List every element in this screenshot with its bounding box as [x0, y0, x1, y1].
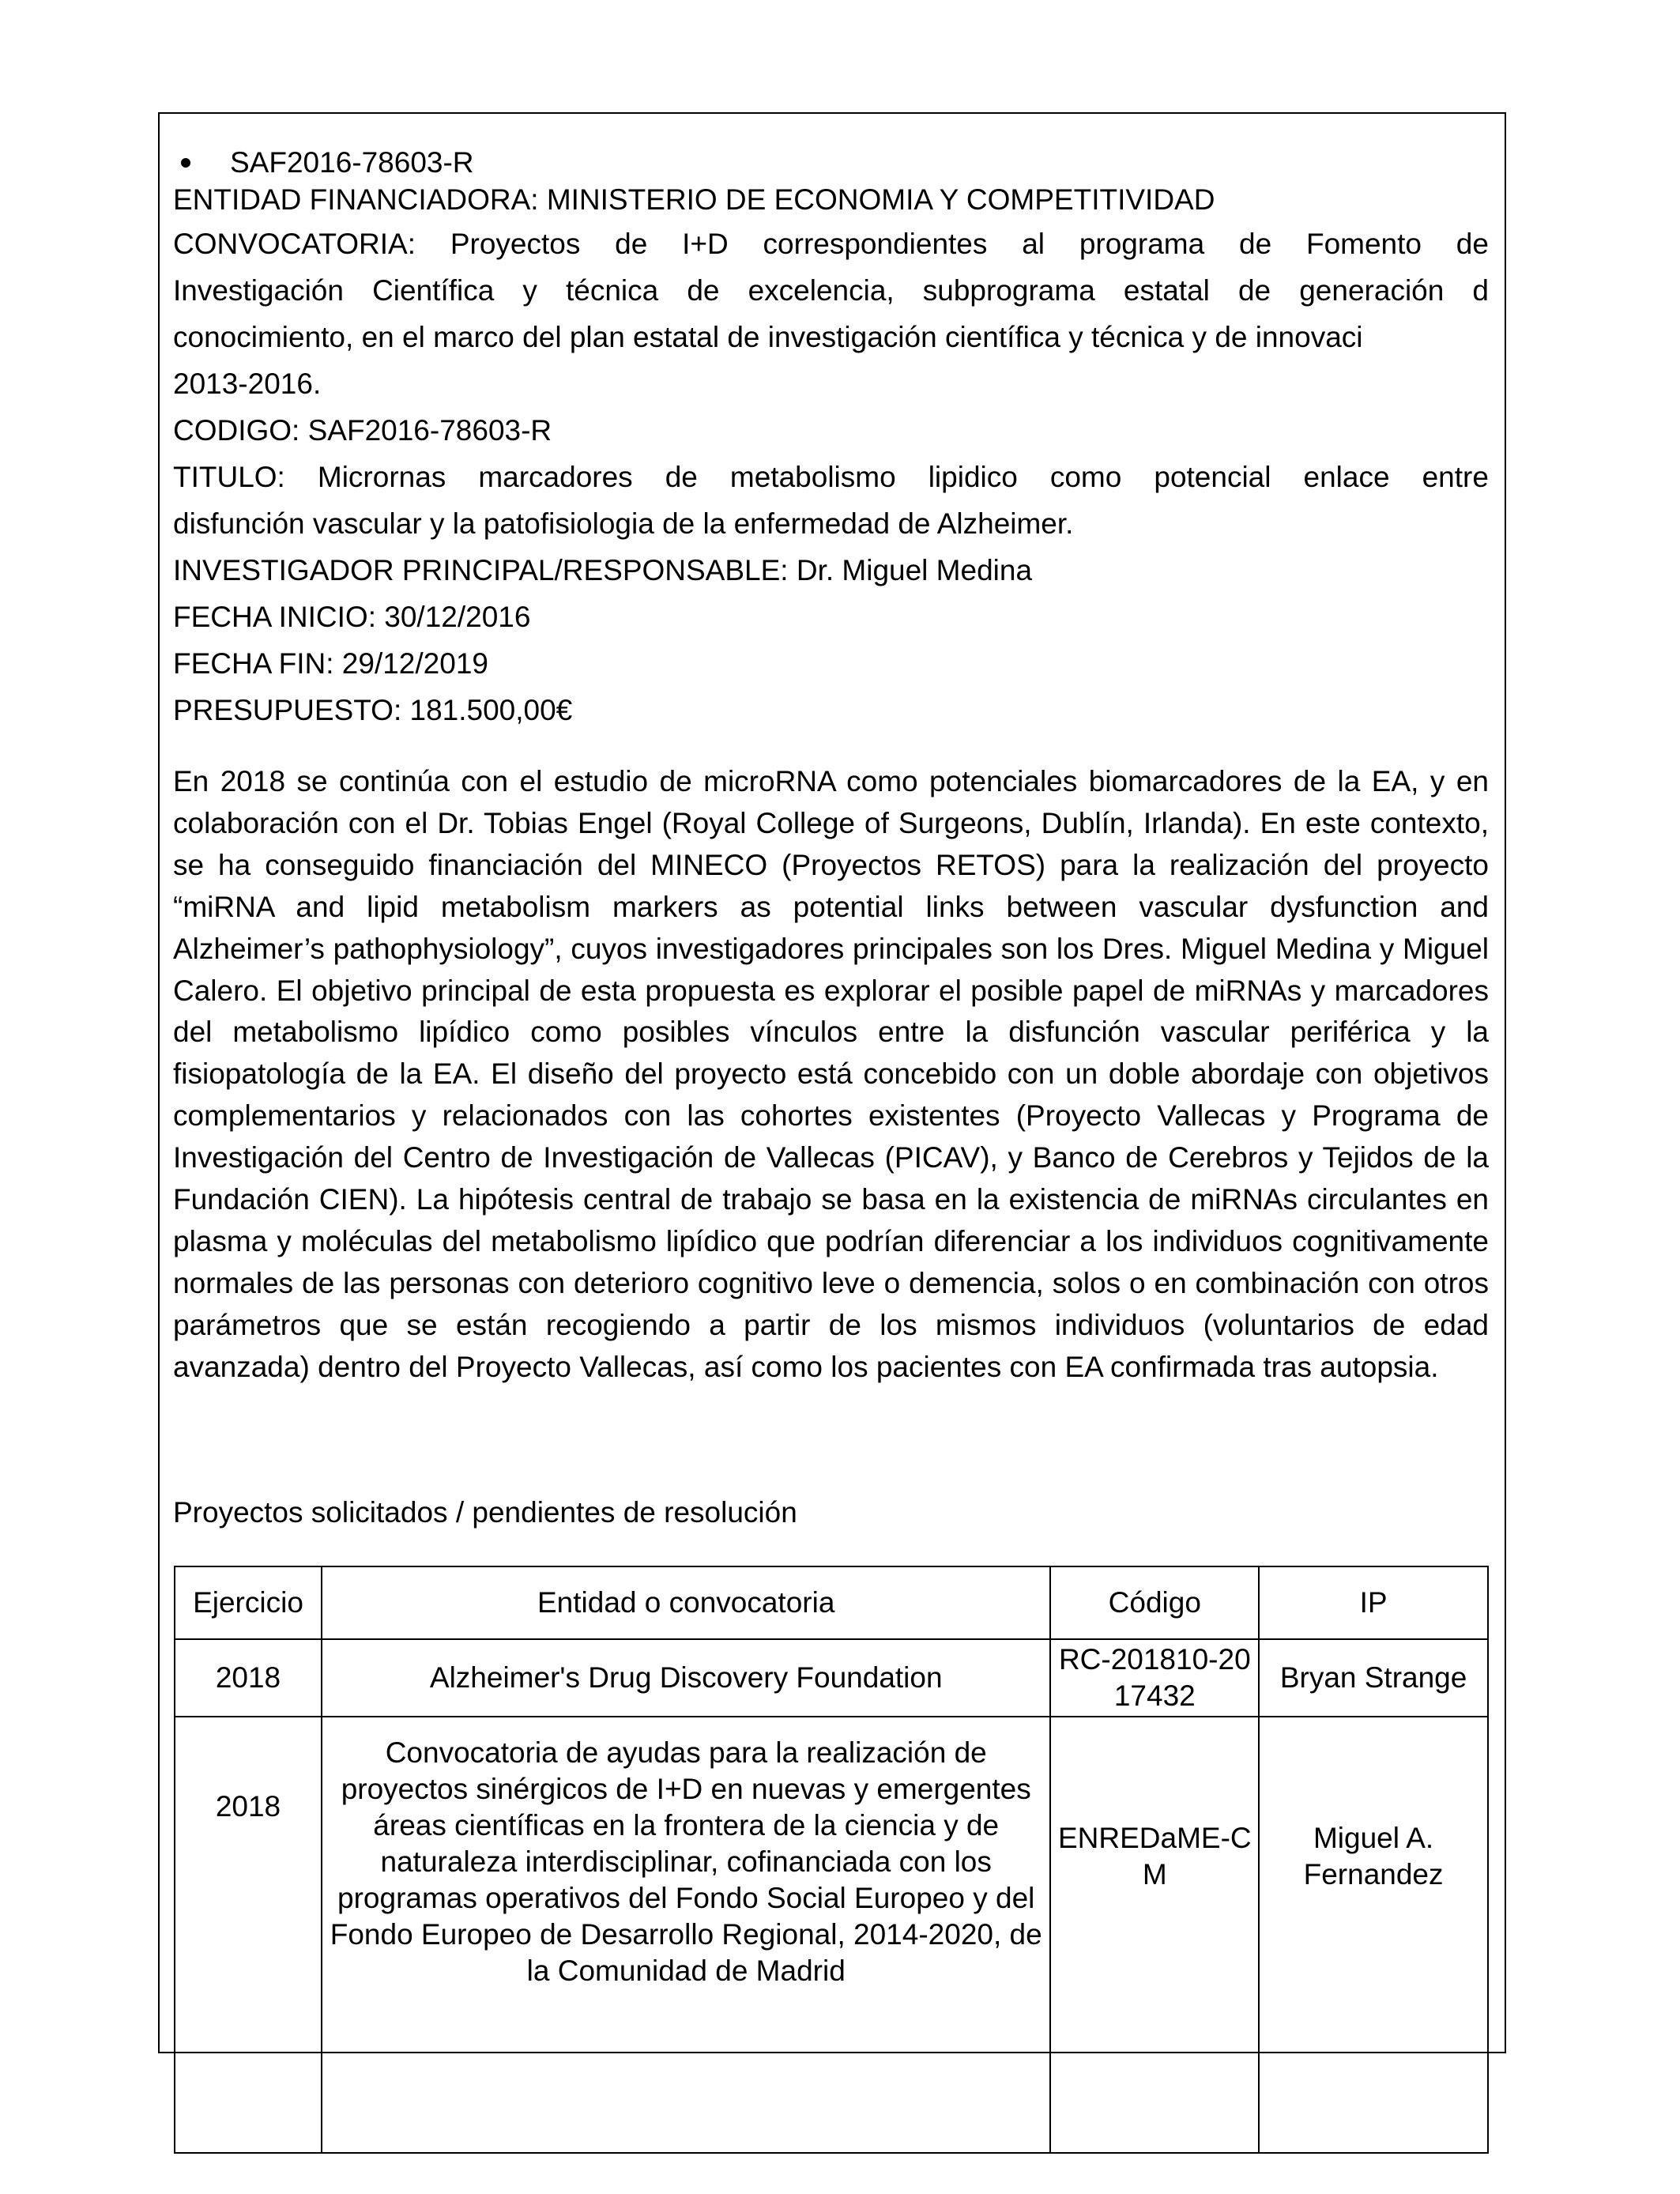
table-row: [175, 1717, 1488, 2153]
entidad-line: ENTIDAD FINANCIADORA: MINISTERIO DE ECONOMIA Y COMPETITIVIDAD: [173, 183, 1215, 216]
project-description: En 2018 se continúa con el estudio de microRNA como potenciales biomarcadores de la EA, y en colaboración con el Dr. Tobias Engel (Royal College of Surgeons, Dublín, Irlanda). En este contexto, se ha conseguido financiación del MINECO (Proyectos RETOS) para la realización del proyecto “miRNA and lipid metabolism markers as potential links between vascular dysfunction and Alzheimer’s pathophysiology”, cuyos investigadores principales son los Dres. Miguel Medina y Miguel Calero. El objetivo principal de esta propuesta es explorar el posible papel de miRNAs y marcadores del metabolismo lipídico como posibles vínculos entre la disfunción vascular periférica y la fisiopatología de la EA. El diseño del proyecto está concebido con un doble abordaje con objetivos complementarios y relacionados con las cohortes existentes (Proyecto Vallecas y Programa de Investigación del Centro de Investigación de Vallecas (PICAV), y Banco de Cerebros y Tejidos de la Fundación CIEN). La hipótesis central de trabajo se basa en la existencia de miRNAs circulantes en plasma y moléculas del metabolismo lipídico que podrían diferenciar a los individuos cognitivamente normales de las personas con deterioro cognitivo leve o demencia, solos o en combinación con otros parámetros que se están recogiendo a partir de los mismos individuos (voluntarios de edad avanzada) dentro del Proyecto Vallecas, así como los pacientes con EA confirmada tras autopsia.: [173, 765, 1489, 1383]
codigo-line: CODIGO: SAF2016-78603-R: [173, 414, 552, 447]
word: excelencia,: [748, 274, 895, 307]
word: TITULO:: [173, 461, 285, 493]
word: potencial: [1154, 461, 1271, 493]
pending-projects-table: [174, 1566, 1489, 2154]
word: de: [615, 228, 648, 260]
header-codigo: Código: [1050, 1566, 1259, 1639]
presupuesto-line: PRESUPUESTO: 181.500,00€: [173, 694, 573, 726]
word: I+D: [682, 228, 729, 260]
cell-ejercicio: 2018: [175, 1717, 322, 2153]
word: CONVOCATORIA:: [173, 228, 416, 260]
pending-heading: Proyectos solicitados / pendientes de resolución: [173, 1496, 797, 1529]
word: y: [522, 274, 537, 307]
word: de: [1237, 274, 1271, 307]
fecha-inicio-line: FECHA INICIO: 30/12/2016: [173, 601, 531, 633]
table-row: [175, 1639, 1488, 1717]
header-ejercicio: Ejercicio: [175, 1566, 322, 1639]
cell-codigo: RC-201810-2017432: [1050, 1639, 1259, 1717]
word: metabolismo: [729, 461, 896, 493]
titulo-line-1: [173, 454, 1489, 500]
convocatoria-line-4: 2013-2016.: [173, 368, 322, 400]
cell-ip: Bryan Strange: [1259, 1639, 1488, 1717]
word: estatal: [1123, 274, 1210, 307]
word: de: [687, 274, 720, 307]
cell-codigo: ENREDaME-CM: [1050, 1717, 1259, 2153]
header-entidad: Entidad o convocatoria: [322, 1566, 1050, 1639]
convocatoria-line-2: [173, 267, 1489, 314]
word: programa: [1079, 228, 1205, 260]
word: como: [1049, 461, 1122, 493]
titulo-line-2: disfunción vascular y la patofisiologia de la enfermedad de Alzheimer.: [173, 507, 1074, 540]
word: d: [1472, 274, 1489, 307]
cell-entidad: Convocatoria de ayudas para la realización de proyectos sinérgicos de I+D en nuevas y emergentes áreas científicas en la frontera de la ciencia y de naturaleza interdisciplinar, cofinanciada con los programas operativos del Fondo Social Europeo y del Fondo Europeo de Desarrollo Regional, 2014-2020, de la Comunidad de Madrid: [322, 1717, 1050, 2153]
bullet-code: SAF2016-78603-R: [230, 146, 474, 179]
word: Fomento: [1305, 228, 1422, 260]
word: Micrornas: [317, 461, 446, 493]
word: de: [1239, 228, 1272, 260]
cell-ejercicio: 2018: [175, 1639, 322, 1717]
word: subprograma: [922, 274, 1095, 307]
word: Proyectos: [450, 228, 581, 260]
header-ip: IP: [1259, 1566, 1488, 1639]
word: marcadores: [478, 461, 633, 493]
project-code-bullet: [173, 146, 1489, 179]
word: enlace: [1303, 461, 1390, 493]
convocatoria-line-3: conocimiento, en el marco del plan estatal de investigación científica y técnica y de innovaci: [173, 321, 1363, 353]
investigador-line: INVESTIGADOR PRINCIPAL/RESPONSABLE: Dr. Miguel Medina: [173, 554, 1033, 586]
word: Investigación: [173, 274, 344, 307]
convocatoria-line-1: [173, 221, 1489, 267]
word: técnica: [565, 274, 659, 307]
project-header: [173, 146, 1489, 733]
word: de: [1456, 228, 1489, 260]
fecha-fin-line: FECHA FIN: 29/12/2019: [173, 647, 488, 680]
cell-ip: Miguel A. Fernandez: [1259, 1717, 1488, 2153]
bullet-icon: [181, 158, 190, 168]
word: generación: [1299, 274, 1445, 307]
word: Científica: [372, 274, 495, 307]
word: de: [665, 461, 698, 493]
table-header-row: [175, 1566, 1488, 1639]
word: lipidico: [928, 461, 1018, 493]
word: al: [1022, 228, 1045, 260]
word: entre: [1422, 461, 1489, 493]
cell-entidad: Alzheimer's Drug Discovery Foundation: [322, 1639, 1050, 1717]
word: correspondientes: [763, 228, 988, 260]
